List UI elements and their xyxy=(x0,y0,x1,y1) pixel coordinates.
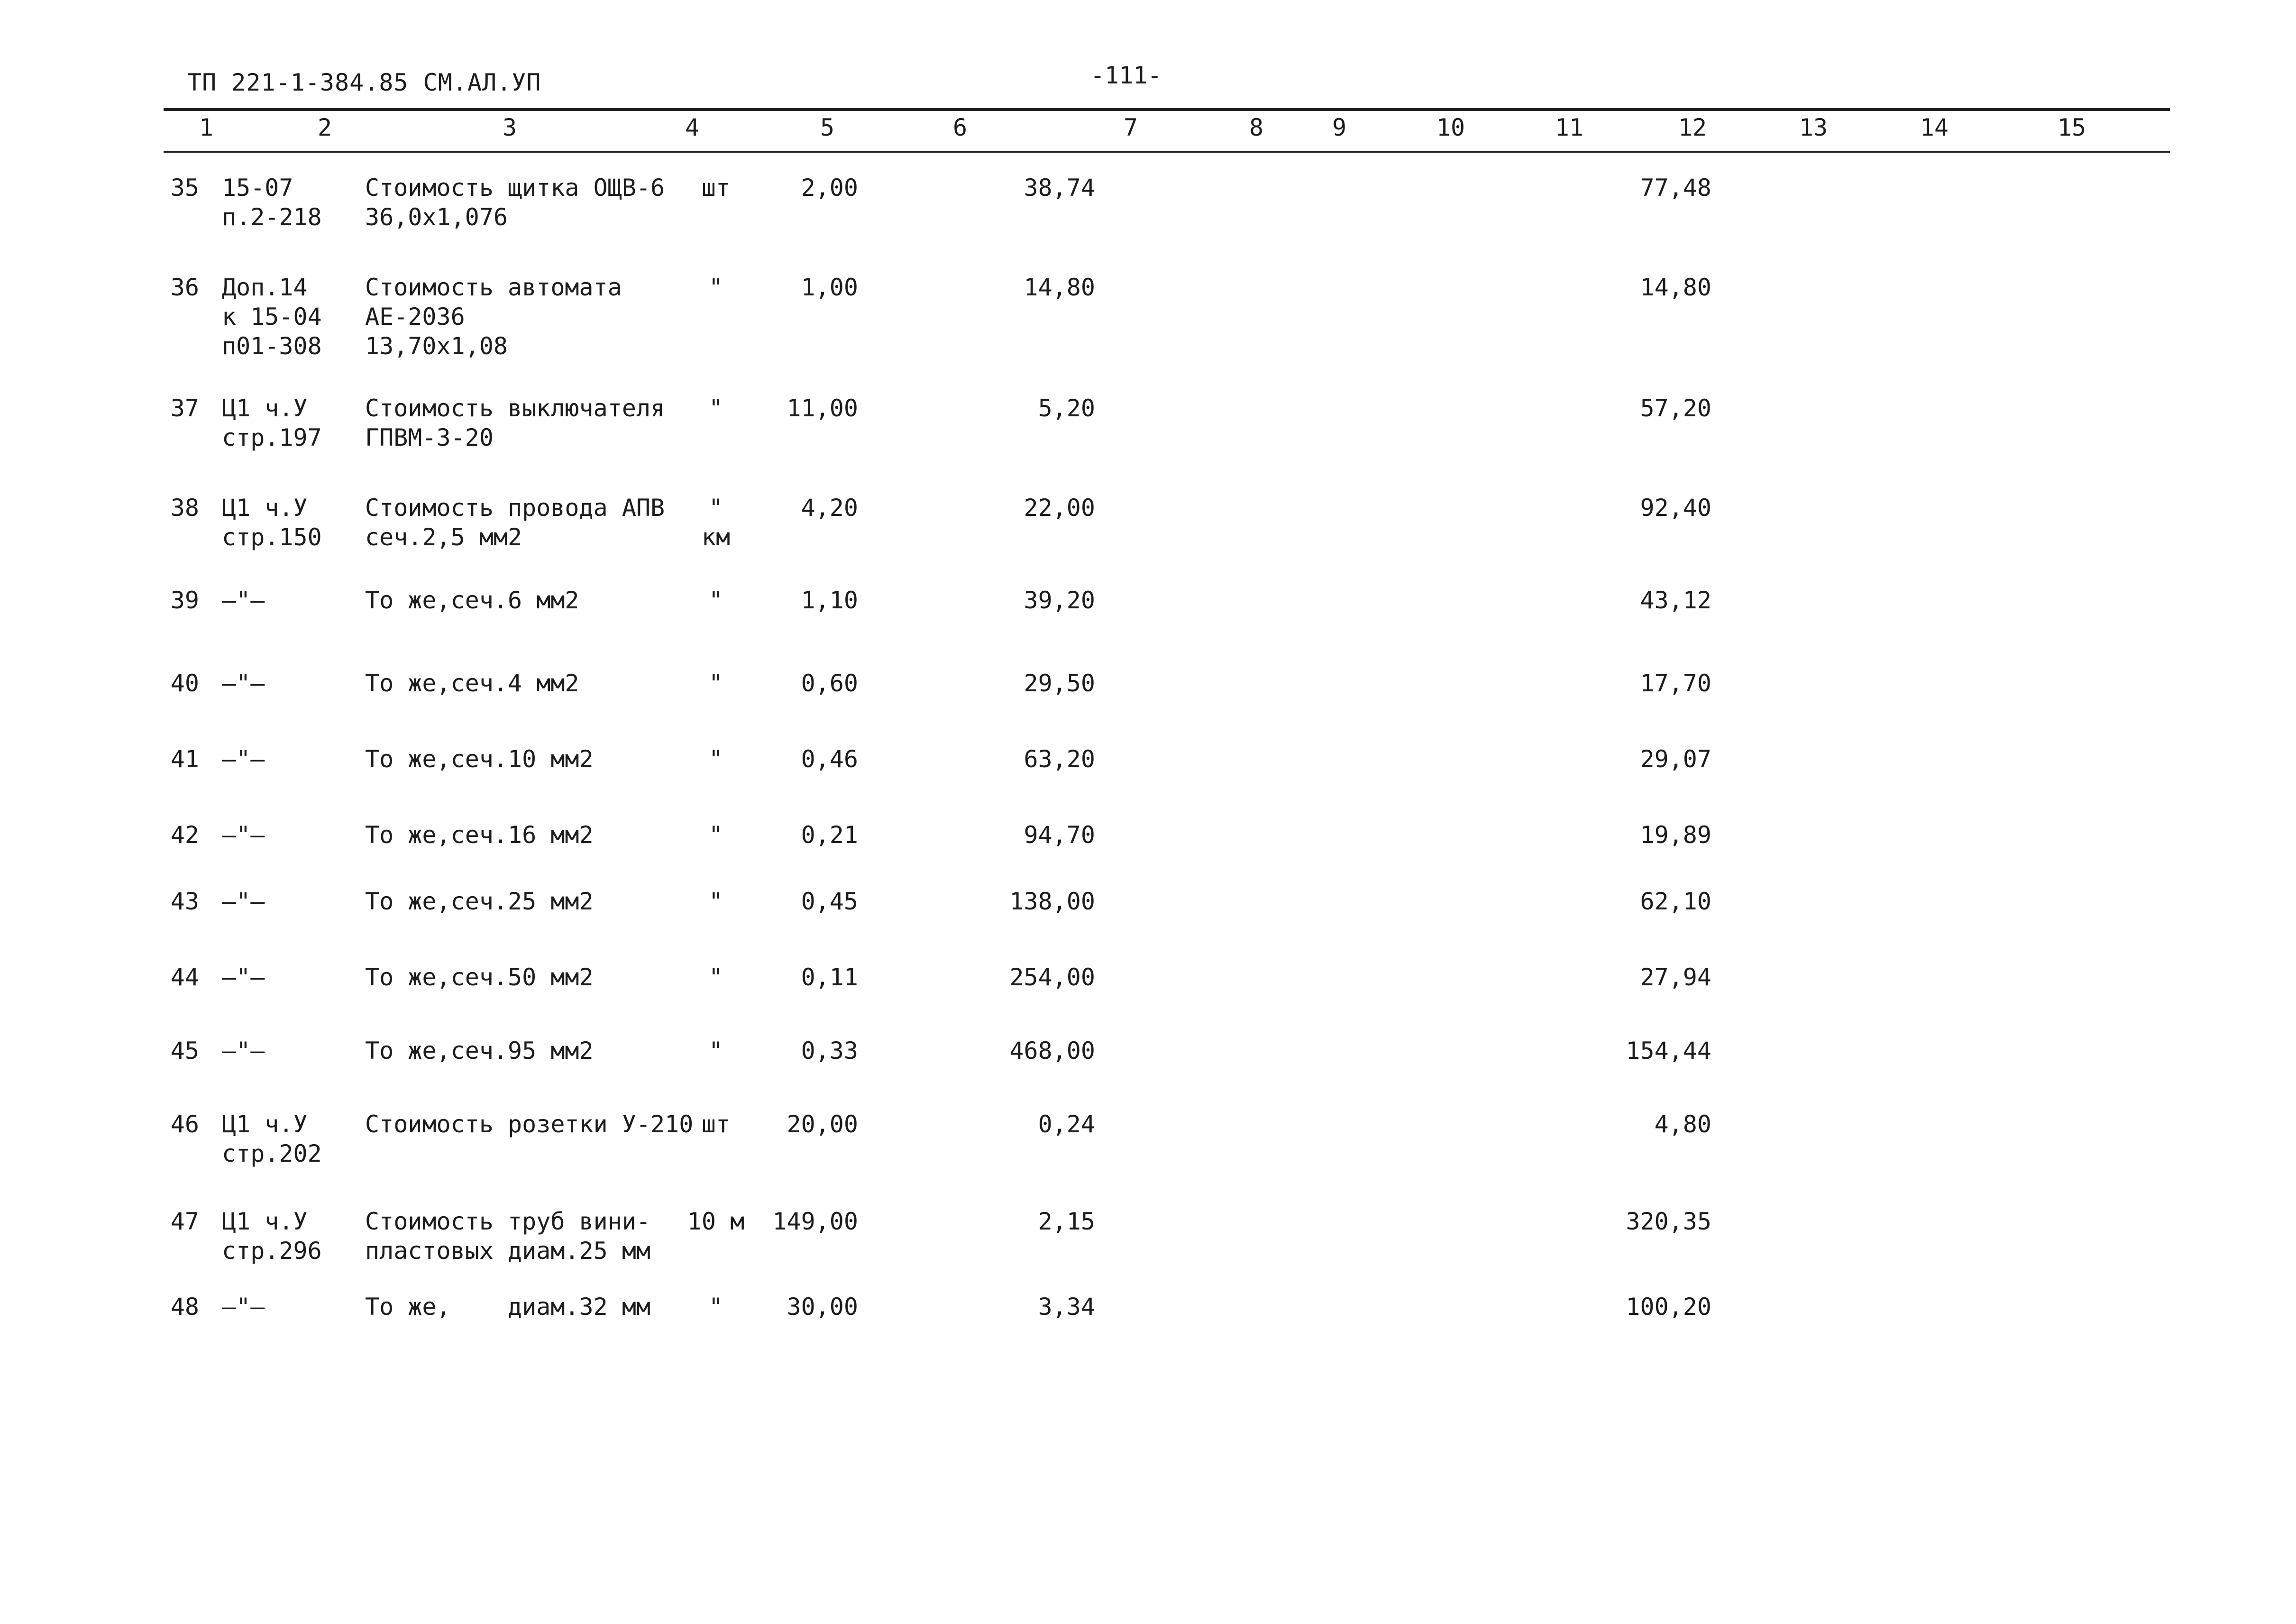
unit-price: 3,34 xyxy=(1038,1293,1095,1321)
quantity: 20,00 xyxy=(787,1110,858,1138)
total-cost: 77,48 xyxy=(1640,174,1711,202)
unit: " xyxy=(708,745,723,773)
quantity: 0,46 xyxy=(801,745,858,773)
row-number: 42 xyxy=(170,821,199,849)
column-number: 12 xyxy=(1678,114,1707,141)
item-name: Стоимость автомата АЕ-2036 13,70x1,08 xyxy=(365,274,622,360)
price-reference: Ц1 ч.У стр.296 xyxy=(222,1208,322,1265)
column-number: 7 xyxy=(1123,114,1138,141)
unit: " xyxy=(708,888,723,915)
quantity: 0,11 xyxy=(801,963,858,991)
total-cost: 27,94 xyxy=(1640,963,1711,991)
unit-price: 38,74 xyxy=(1024,174,1095,202)
item-name: То же,сеч.16 мм2 xyxy=(365,821,594,849)
quantity: 4,20 xyxy=(801,494,858,522)
column-number: 9 xyxy=(1332,114,1347,141)
table-row xyxy=(0,1292,2296,1387)
unit-price: 5,20 xyxy=(1038,395,1095,422)
price-reference: —"— xyxy=(222,963,265,991)
price-reference: —"— xyxy=(222,587,265,614)
column-number: 1 xyxy=(199,114,214,141)
row-number: 36 xyxy=(170,274,199,301)
unit: " xyxy=(708,587,723,614)
quantity: 1,00 xyxy=(801,274,858,301)
row-number: 37 xyxy=(170,395,199,422)
quantity: 1,10 xyxy=(801,587,858,614)
column-number: 15 xyxy=(2057,114,2086,141)
quantity: 11,00 xyxy=(787,395,858,422)
column-number: 14 xyxy=(1920,114,1949,141)
price-reference: Ц1 ч.У стр.150 xyxy=(222,494,322,551)
price-reference: Ц1 ч.У стр.197 xyxy=(222,395,322,451)
unit: " xyxy=(708,963,723,991)
price-reference: —"— xyxy=(222,1037,265,1064)
total-cost: 320,35 xyxy=(1626,1208,1711,1235)
table-row xyxy=(0,1110,2296,1204)
table-row xyxy=(0,493,2296,588)
unit-price: 39,20 xyxy=(1024,587,1095,614)
price-reference: —"— xyxy=(222,670,265,697)
item-name: Стоимость выключателя ГПВМ-3-20 xyxy=(365,395,665,451)
item-name: То же,сеч.95 мм2 xyxy=(365,1037,594,1064)
quantity: 149,00 xyxy=(772,1208,858,1235)
document-code: ТП 221-1-384.85 СМ.АЛ.УП xyxy=(187,69,541,96)
total-cost: 57,20 xyxy=(1640,395,1711,422)
price-reference: Доп.14 к 15-04 п01-308 xyxy=(222,274,322,360)
unit: шт xyxy=(701,1110,731,1138)
unit-price: 22,00 xyxy=(1024,494,1095,522)
unit-price: 254,00 xyxy=(1009,963,1095,991)
total-cost: 17,70 xyxy=(1640,670,1711,697)
row-number: 46 xyxy=(170,1110,199,1138)
column-number: 11 xyxy=(1555,114,1584,141)
item-name: Стоимость розетки У-210 xyxy=(365,1110,694,1138)
unit-price: 63,20 xyxy=(1024,745,1095,773)
row-number: 47 xyxy=(170,1208,199,1235)
unit-price: 0,24 xyxy=(1038,1110,1095,1138)
quantity: 0,45 xyxy=(801,888,858,915)
item-name: То же, диам.32 мм xyxy=(365,1293,651,1321)
row-number: 48 xyxy=(170,1293,199,1321)
total-cost: 154,44 xyxy=(1626,1037,1711,1064)
unit-price: 2,15 xyxy=(1038,1208,1095,1235)
unit: " xyxy=(708,1037,723,1064)
total-cost: 43,12 xyxy=(1640,587,1711,614)
column-number: 6 xyxy=(952,114,968,141)
item-name: То же,сеч.6 мм2 xyxy=(365,587,579,614)
page-number: -111- xyxy=(1090,62,1162,89)
total-cost: 100,20 xyxy=(1626,1293,1711,1321)
row-number: 39 xyxy=(170,587,199,614)
table-row xyxy=(0,586,2296,680)
row-number: 43 xyxy=(170,888,199,915)
total-cost: 62,10 xyxy=(1640,888,1711,915)
unit: " xyxy=(708,821,723,849)
table-row xyxy=(0,1207,2296,1302)
item-name: Стоимость провода АПВ сеч.2,5 мм2 xyxy=(365,494,665,551)
row-number: 40 xyxy=(170,670,199,697)
column-number: 4 xyxy=(685,114,700,141)
column-number: 2 xyxy=(317,114,332,141)
price-reference: —"— xyxy=(222,1293,265,1321)
unit: " xyxy=(708,670,723,697)
unit-price: 29,50 xyxy=(1024,670,1095,697)
total-cost: 14,80 xyxy=(1640,274,1711,301)
row-number: 45 xyxy=(170,1037,199,1064)
table-row xyxy=(0,394,2296,488)
column-number: 8 xyxy=(1249,114,1264,141)
unit-price: 14,80 xyxy=(1024,274,1095,301)
unit: " км xyxy=(701,494,731,551)
total-cost: 19,89 xyxy=(1640,821,1711,849)
quantity: 0,60 xyxy=(801,670,858,697)
price-reference: —"— xyxy=(222,821,265,849)
row-number: 41 xyxy=(170,745,199,773)
price-reference: —"— xyxy=(222,745,265,773)
column-number: 10 xyxy=(1436,114,1465,141)
total-cost: 92,40 xyxy=(1640,494,1711,522)
row-number: 35 xyxy=(170,174,199,202)
column-number: 13 xyxy=(1799,114,1828,141)
table-top-rule xyxy=(164,108,2170,111)
unit: 10 м xyxy=(687,1208,745,1235)
price-reference: Ц1 ч.У стр.202 xyxy=(222,1110,322,1167)
item-name: Стоимость щитка ОЩВ-6 36,0x1,076 xyxy=(365,174,665,231)
quantity: 30,00 xyxy=(787,1293,858,1321)
unit: шт xyxy=(701,174,731,202)
unit: " xyxy=(708,274,723,301)
price-reference: —"— xyxy=(222,888,265,915)
quantity: 0,33 xyxy=(801,1037,858,1064)
item-name: То же,сеч.25 мм2 xyxy=(365,888,594,915)
column-number: 3 xyxy=(502,114,517,141)
total-cost: 4,80 xyxy=(1654,1110,1711,1138)
table-row xyxy=(0,273,2296,367)
price-reference: 15-07 п.2-218 xyxy=(222,174,322,231)
total-cost: 29,07 xyxy=(1640,745,1711,773)
row-number: 38 xyxy=(170,494,199,522)
table-header-rule xyxy=(164,151,2170,153)
row-number: 44 xyxy=(170,963,199,991)
unit-price: 94,70 xyxy=(1024,821,1095,849)
unit-price: 468,00 xyxy=(1009,1037,1095,1064)
unit: " xyxy=(708,1293,723,1321)
unit: " xyxy=(708,395,723,422)
item-name: То же,сеч.50 мм2 xyxy=(365,963,594,991)
table-row xyxy=(0,173,2296,268)
quantity: 2,00 xyxy=(801,174,858,202)
item-name: То же,сеч.4 мм2 xyxy=(365,670,579,697)
unit-price: 138,00 xyxy=(1009,888,1095,915)
column-number: 5 xyxy=(820,114,835,141)
item-name: То же,сеч.10 мм2 xyxy=(365,745,594,773)
item-name: Стоимость труб вини- пластовых диам.25 мм xyxy=(365,1208,651,1265)
quantity: 0,21 xyxy=(801,821,858,849)
